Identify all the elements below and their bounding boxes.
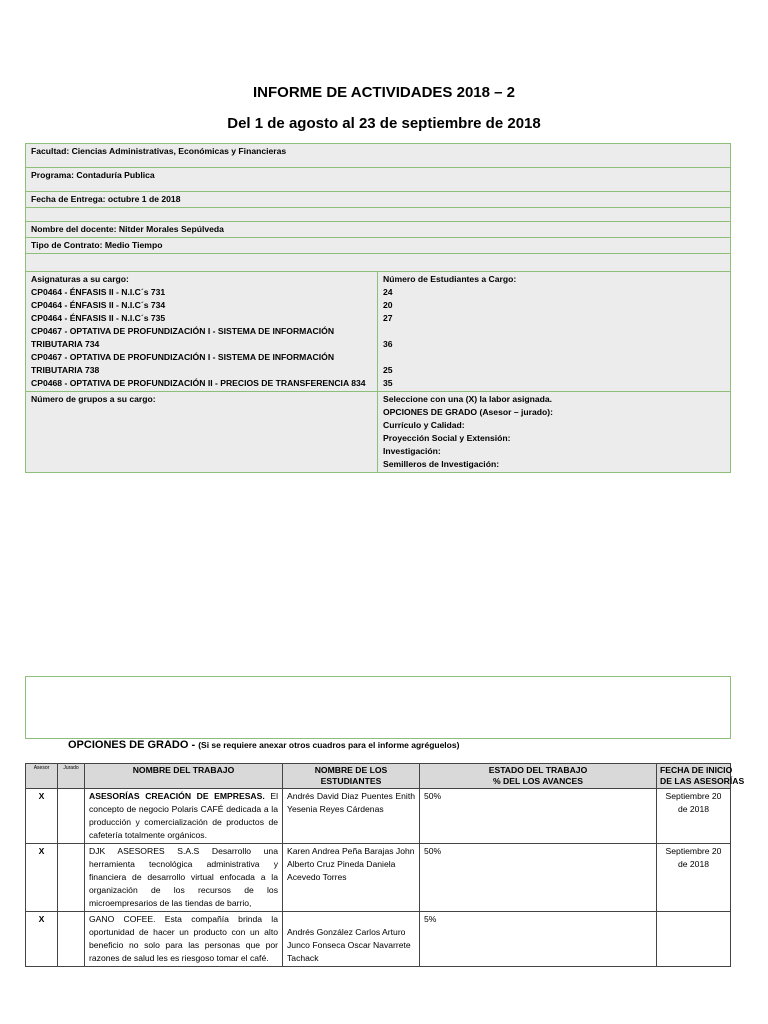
spacer (383, 325, 725, 338)
labor-opciones-grado: OPCIONES DE GRADO (Asesor – jurado): (383, 407, 553, 417)
header-text: ESTUDIANTES (320, 776, 382, 786)
estudiantes-cell (378, 272, 731, 392)
grupos-label: Número de grupos a su cargo: (26, 392, 378, 473)
asignatura-item: CP0467 - OPTATIVA DE PROFUNDIZACIÓN I - SISTEMA DE INFORMACIÓN TRIBUTARIA 734 (31, 326, 335, 349)
jurado-mark (58, 844, 85, 912)
fecha-entrega-label: Fecha de Entrega: octubre 1 de 2018 (26, 192, 731, 208)
estudiantes-cell: Andrés González Carlos Arturo Junco Fonseca Oscar Navarrete Tachack (283, 912, 420, 967)
estudiantes-count: 27 (383, 313, 393, 323)
labor-investigacion: Investigación: (383, 446, 441, 456)
asesor-mark: X (26, 844, 58, 912)
table-row (26, 912, 731, 967)
asignatura-item: CP0468 - OPTATIVA DE PROFUNDIZACIÓN II - PRECIOS DE TRANSFERENCIA 834 (31, 378, 366, 388)
table-header (26, 764, 731, 789)
table-row (26, 789, 731, 844)
header-jurado: Jurado (58, 764, 85, 789)
empty-cell (26, 208, 731, 222)
estudiantes-count: 25 (383, 365, 393, 375)
header-text: DE LAS ASESORÍAS (660, 776, 745, 786)
asignatura-item: CP0464 - ÉNFASIS II - N.I.C´s 734 (31, 300, 166, 310)
estudiantes-cell: Karen Andrea Peña Barajas John Alberto Cruz Pineda Daniela Acevedo Torres (283, 844, 420, 912)
jurado-mark (58, 912, 85, 967)
fecha-cell (657, 912, 731, 967)
row-empty-1 (26, 208, 731, 222)
asesor-mark: X (26, 912, 58, 967)
report-period: Del 1 de agosto al 23 de septiembre de 2018 (227, 115, 541, 132)
labor-instruction: Seleccione con una (X) la labor asignada. (383, 394, 553, 404)
asignaturas-label: Asignaturas a su cargo: (31, 274, 129, 284)
estudiantes-count: 24 (383, 287, 393, 297)
trabajo-desc: GANO COFEE. Esta compañía brinda la oportunidad de hacer un producto con un alto beneficio no solo para las personas que por razones de salud les es riesgoso tomar el café. (89, 914, 278, 963)
asignatura-item: CP0464 - ÉNFASIS II - N.I.C´s 731 (31, 287, 166, 297)
trabajo-desc: DJK ASESORES S.A.S Desarrollo una herramienta tecnológica administrativa y financiera de desarrollo virtual enfocada a la organización de los recursos de los microempresarios de las tiendas de barrio, (89, 846, 278, 908)
trabajo-cell (85, 844, 283, 912)
trabajo-title: ASESORÍAS CREACIÓN DE EMPRESAS. (89, 791, 265, 801)
programa-label: Programa: Contaduría Publica (26, 168, 731, 192)
contrato-label: Tipo de Contrato: Medio Tiempo (26, 238, 731, 254)
header-text: FECHA DE INICIO (660, 765, 733, 775)
trabajo-cell (85, 789, 283, 844)
row-programa (26, 168, 731, 192)
fecha-cell: Septiembre 20 de 2018 (657, 789, 731, 844)
row-fecha-entrega (26, 192, 731, 208)
header-fecha (657, 764, 745, 789)
empty-box (25, 676, 731, 739)
header-nombre-trabajo: NOMBRE DEL TRABAJO (85, 764, 283, 789)
labor-semilleros: Semilleros de Investigación: (383, 459, 500, 469)
jurado-mark (58, 789, 85, 844)
row-contrato (26, 238, 731, 254)
facultad-label: Facultad: Ciencias Administrativas, Económicas y Financieras (26, 144, 731, 168)
row-facultad (26, 144, 731, 168)
estudiantes-label: Número de Estudiantes a Cargo: (383, 274, 517, 284)
table-row (26, 844, 731, 912)
fecha-cell: Septiembre 20 de 2018 (657, 844, 731, 912)
asignaturas-cell (26, 272, 378, 392)
header-estudiantes (283, 764, 420, 789)
spacer (383, 351, 725, 364)
estudiantes-count: 36 (383, 339, 393, 349)
labor-proyeccion: Proyección Social y Extensión: (383, 433, 511, 443)
header-text: ESTADO DEL TRABAJO (488, 765, 588, 775)
asignatura-item: CP0467 - OPTATIVA DE PROFUNDIZACIÓN I - SISTEMA DE INFORMACIÓN TRIBUTARIA 738 (31, 352, 335, 375)
docente-label: Nombre del docente: Nitder Morales Sepúlveda (26, 222, 731, 238)
labor-cell (378, 392, 731, 473)
asesor-mark: X (26, 789, 58, 844)
report-title: INFORME DE ACTIVIDADES 2018 – 2 (252, 84, 515, 101)
estudiantes-cell: Andrés David Diaz Puentes Enith Yesenia Reyes Cárdenas (283, 789, 420, 844)
labor-curriculo: Currículo y Calidad: (383, 420, 465, 430)
header-text: NOMBRE DE LOS (314, 765, 388, 775)
empty-cell (26, 254, 731, 272)
trabajo-cell (85, 912, 283, 967)
row-empty-2 (26, 254, 731, 272)
opciones-title: OPCIONES DE GRADO - (68, 739, 196, 751)
row-grupos (26, 392, 731, 473)
estudiantes-count: 20 (383, 300, 393, 310)
row-docente (26, 222, 731, 238)
estado-cell: 5% (420, 912, 657, 967)
estado-cell: 50% (420, 844, 657, 912)
row-asignaturas (26, 272, 731, 392)
estudiantes-count: 35 (383, 378, 393, 388)
header-asesor: Asesor (26, 764, 58, 789)
opciones-table (25, 763, 745, 967)
opciones-heading (68, 739, 459, 751)
trabajo-desc: El concepto de negocio Polaris CAFÉ dedicada a la producción y comercialización de productos de cafetería totalmente orgánicos. (89, 791, 278, 840)
opciones-note: (Si se requiere anexar otros cuadros para el informe agréguelos) (198, 740, 460, 750)
asignatura-item: CP0464 - ÉNFASIS II - N.I.C´s 735 (31, 313, 166, 323)
info-table (25, 143, 731, 473)
estado-cell: 50% (420, 789, 657, 844)
header-estado (420, 764, 657, 789)
header-text: % DEL LOS AVANCES (493, 776, 583, 786)
